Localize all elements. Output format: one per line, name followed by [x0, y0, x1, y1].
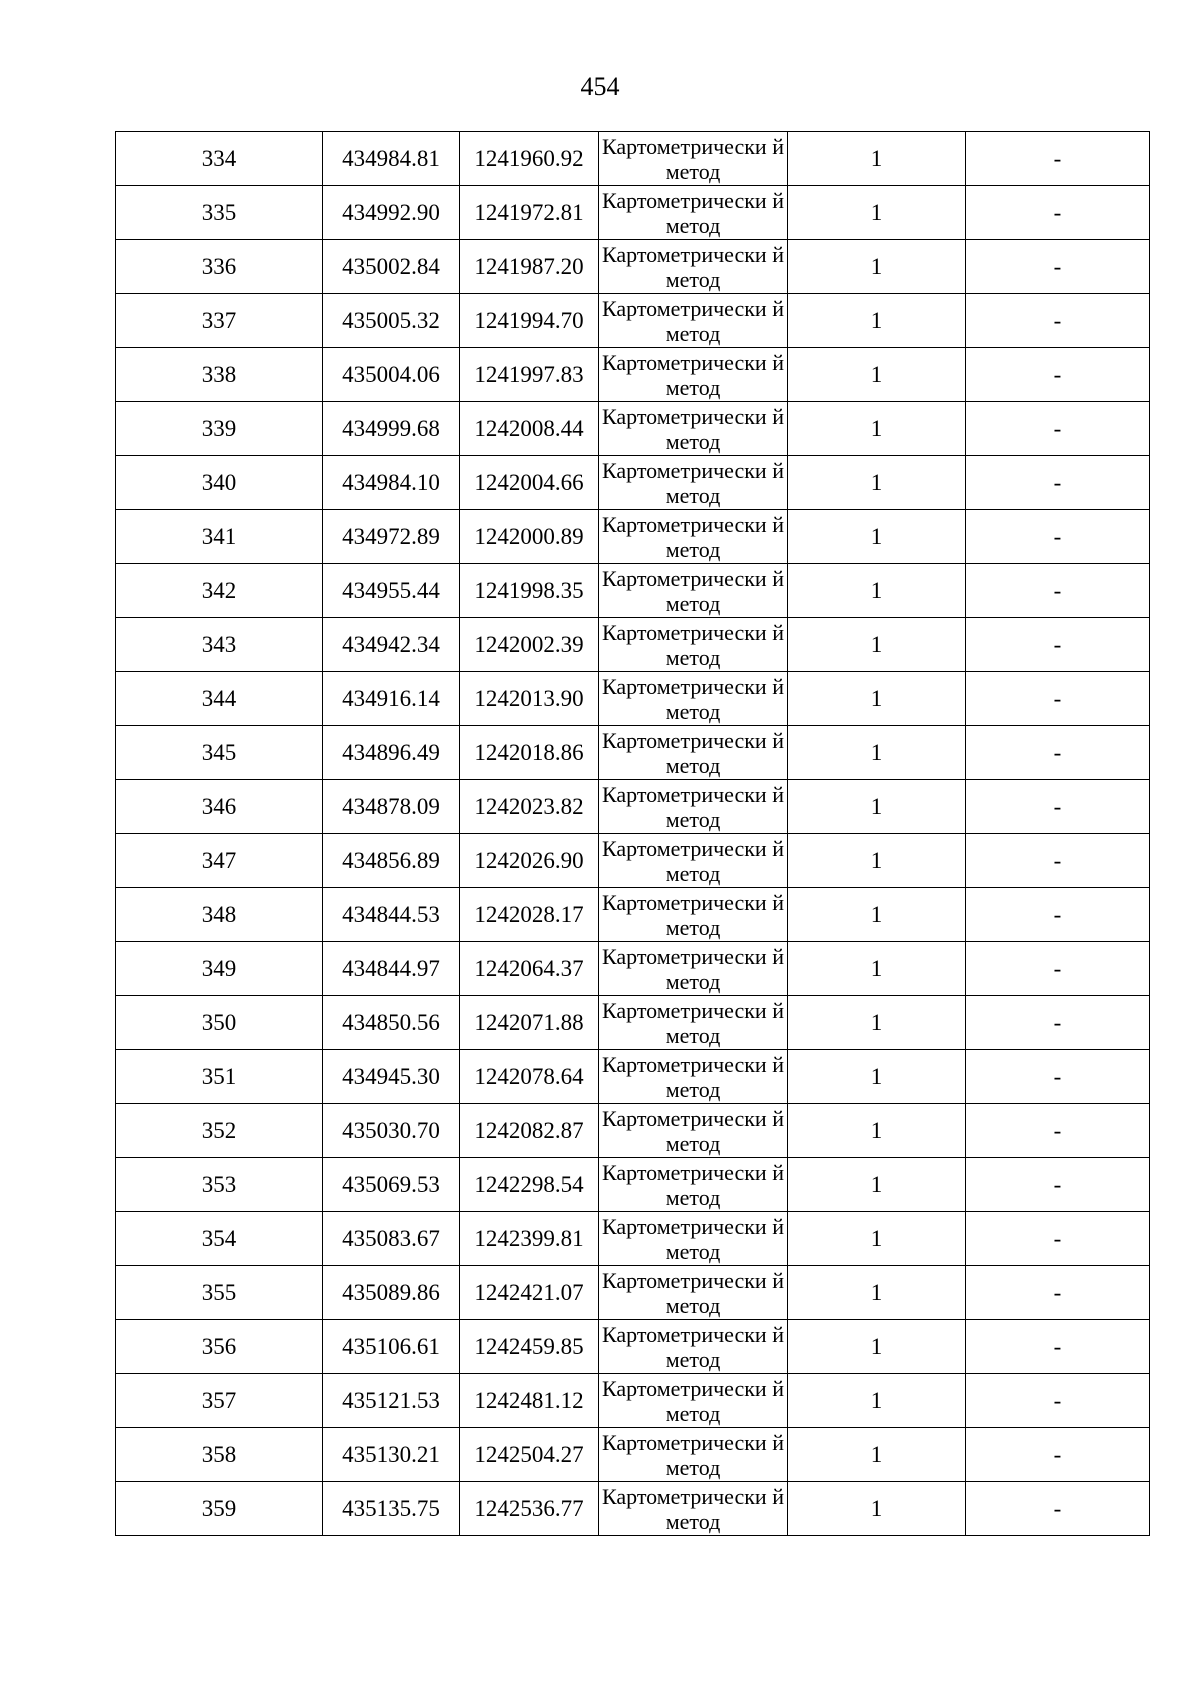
method-cell: Картометрически й метод [599, 618, 788, 672]
point-number-cell: 334 [116, 132, 323, 186]
point-number-cell: 345 [116, 726, 323, 780]
method-cell: Картометрически й метод [599, 186, 788, 240]
x-coordinate-cell: 435030.70 [323, 1104, 460, 1158]
point-number-cell: 342 [116, 564, 323, 618]
point-number-cell: 349 [116, 942, 323, 996]
y-coordinate-cell: 1242064.37 [460, 942, 599, 996]
method-cell: Картометрически й метод [599, 996, 788, 1050]
point-number-cell: 359 [116, 1482, 323, 1536]
note-cell: - [966, 780, 1150, 834]
method-cell: Картометрически й метод [599, 1266, 788, 1320]
accuracy-cell: 1 [788, 1050, 966, 1104]
note-cell: - [966, 888, 1150, 942]
y-coordinate-cell: 1242078.64 [460, 1050, 599, 1104]
x-coordinate-cell: 434916.14 [323, 672, 460, 726]
accuracy-cell: 1 [788, 402, 966, 456]
table-row [116, 132, 1150, 186]
x-coordinate-cell: 435069.53 [323, 1158, 460, 1212]
note-cell: - [966, 1320, 1150, 1374]
note-cell: - [966, 186, 1150, 240]
y-coordinate-cell: 1241987.20 [460, 240, 599, 294]
note-cell: - [966, 240, 1150, 294]
method-cell: Картометрически й метод [599, 1320, 788, 1374]
table-row [116, 834, 1150, 888]
table-row [116, 186, 1150, 240]
accuracy-cell: 1 [788, 1266, 966, 1320]
accuracy-cell: 1 [788, 1374, 966, 1428]
x-coordinate-cell: 435135.75 [323, 1482, 460, 1536]
note-cell: - [966, 996, 1150, 1050]
table-row [116, 456, 1150, 510]
point-number-cell: 335 [116, 186, 323, 240]
note-cell: - [966, 1374, 1150, 1428]
method-cell: Картометрически й метод [599, 402, 788, 456]
table-row [116, 348, 1150, 402]
note-cell: - [966, 1050, 1150, 1104]
method-cell: Картометрически й метод [599, 942, 788, 996]
y-coordinate-cell: 1241972.81 [460, 186, 599, 240]
note-cell: - [966, 510, 1150, 564]
table-row [116, 1428, 1150, 1482]
accuracy-cell: 1 [788, 294, 966, 348]
table-row [116, 1482, 1150, 1536]
y-coordinate-cell: 1241960.92 [460, 132, 599, 186]
x-coordinate-cell: 434856.89 [323, 834, 460, 888]
table-row [116, 294, 1150, 348]
y-coordinate-cell: 1242018.86 [460, 726, 599, 780]
table-row [116, 1374, 1150, 1428]
accuracy-cell: 1 [788, 1212, 966, 1266]
accuracy-cell: 1 [788, 510, 966, 564]
accuracy-cell: 1 [788, 186, 966, 240]
table-row [116, 1212, 1150, 1266]
table-row [116, 402, 1150, 456]
x-coordinate-cell: 434972.89 [323, 510, 460, 564]
point-number-cell: 344 [116, 672, 323, 726]
method-cell: Картометрически й метод [599, 1482, 788, 1536]
accuracy-cell: 1 [788, 1482, 966, 1536]
y-coordinate-cell: 1242298.54 [460, 1158, 599, 1212]
point-number-cell: 341 [116, 510, 323, 564]
point-number-cell: 346 [116, 780, 323, 834]
point-number-cell: 354 [116, 1212, 323, 1266]
accuracy-cell: 1 [788, 456, 966, 510]
point-number-cell: 348 [116, 888, 323, 942]
x-coordinate-cell: 434955.44 [323, 564, 460, 618]
point-number-cell: 352 [116, 1104, 323, 1158]
y-coordinate-cell: 1242000.89 [460, 510, 599, 564]
method-cell: Картометрически й метод [599, 1158, 788, 1212]
method-cell: Картометрически й метод [599, 726, 788, 780]
table-row [116, 240, 1150, 294]
coordinates-table-body [116, 132, 1150, 1536]
note-cell: - [966, 942, 1150, 996]
y-coordinate-cell: 1241994.70 [460, 294, 599, 348]
method-cell: Картометрически й метод [599, 456, 788, 510]
y-coordinate-cell: 1242536.77 [460, 1482, 599, 1536]
y-coordinate-cell: 1242028.17 [460, 888, 599, 942]
note-cell: - [966, 564, 1150, 618]
point-number-cell: 355 [116, 1266, 323, 1320]
x-coordinate-cell: 435083.67 [323, 1212, 460, 1266]
page-number: 454 [580, 72, 620, 101]
x-coordinate-cell: 434992.90 [323, 186, 460, 240]
accuracy-cell: 1 [788, 834, 966, 888]
accuracy-cell: 1 [788, 888, 966, 942]
point-number-cell: 358 [116, 1428, 323, 1482]
accuracy-cell: 1 [788, 1158, 966, 1212]
method-cell: Картометрически й метод [599, 294, 788, 348]
method-cell: Картометрически й метод [599, 780, 788, 834]
accuracy-cell: 1 [788, 726, 966, 780]
point-number-cell: 347 [116, 834, 323, 888]
note-cell: - [966, 1212, 1150, 1266]
method-cell: Картометрически й метод [599, 888, 788, 942]
x-coordinate-cell: 434878.09 [323, 780, 460, 834]
y-coordinate-cell: 1242082.87 [460, 1104, 599, 1158]
accuracy-cell: 1 [788, 942, 966, 996]
y-coordinate-cell: 1242004.66 [460, 456, 599, 510]
note-cell: - [966, 1158, 1150, 1212]
method-cell: Картометрически й метод [599, 834, 788, 888]
accuracy-cell: 1 [788, 672, 966, 726]
y-coordinate-cell: 1242023.82 [460, 780, 599, 834]
method-cell: Картометрически й метод [599, 1212, 788, 1266]
table-row [116, 942, 1150, 996]
note-cell: - [966, 456, 1150, 510]
note-cell: - [966, 672, 1150, 726]
x-coordinate-cell: 434984.81 [323, 132, 460, 186]
y-coordinate-cell: 1242008.44 [460, 402, 599, 456]
coordinates-table [115, 131, 1150, 1536]
method-cell: Картометрически й метод [599, 672, 788, 726]
x-coordinate-cell: 434844.97 [323, 942, 460, 996]
accuracy-cell: 1 [788, 780, 966, 834]
accuracy-cell: 1 [788, 240, 966, 294]
x-coordinate-cell: 435106.61 [323, 1320, 460, 1374]
y-coordinate-cell: 1242026.90 [460, 834, 599, 888]
accuracy-cell: 1 [788, 1428, 966, 1482]
note-cell: - [966, 348, 1150, 402]
method-cell: Картометрически й метод [599, 1374, 788, 1428]
point-number-cell: 356 [116, 1320, 323, 1374]
y-coordinate-cell: 1242421.07 [460, 1266, 599, 1320]
note-cell: - [966, 294, 1150, 348]
y-coordinate-cell: 1242481.12 [460, 1374, 599, 1428]
x-coordinate-cell: 434942.34 [323, 618, 460, 672]
point-number-cell: 340 [116, 456, 323, 510]
x-coordinate-cell: 434999.68 [323, 402, 460, 456]
method-cell: Картометрически й метод [599, 510, 788, 564]
note-cell: - [966, 402, 1150, 456]
note-cell: - [966, 726, 1150, 780]
table-row [116, 996, 1150, 1050]
note-cell: - [966, 1482, 1150, 1536]
y-coordinate-cell: 1242071.88 [460, 996, 599, 1050]
accuracy-cell: 1 [788, 348, 966, 402]
y-coordinate-cell: 1242013.90 [460, 672, 599, 726]
x-coordinate-cell: 434850.56 [323, 996, 460, 1050]
point-number-cell: 343 [116, 618, 323, 672]
table-row [116, 1158, 1150, 1212]
method-cell: Картометрически й метод [599, 564, 788, 618]
note-cell: - [966, 1104, 1150, 1158]
table-row [116, 510, 1150, 564]
y-coordinate-cell: 1242504.27 [460, 1428, 599, 1482]
table-row [116, 672, 1150, 726]
table-row [116, 726, 1150, 780]
note-cell: - [966, 1266, 1150, 1320]
table-row [116, 888, 1150, 942]
y-coordinate-cell: 1242399.81 [460, 1212, 599, 1266]
point-number-cell: 337 [116, 294, 323, 348]
x-coordinate-cell: 434896.49 [323, 726, 460, 780]
method-cell: Картометрически й метод [599, 348, 788, 402]
table-row [116, 1050, 1150, 1104]
accuracy-cell: 1 [788, 132, 966, 186]
accuracy-cell: 1 [788, 1104, 966, 1158]
x-coordinate-cell: 435130.21 [323, 1428, 460, 1482]
method-cell: Картометрически й метод [599, 1104, 788, 1158]
table-row [116, 618, 1150, 672]
note-cell: - [966, 834, 1150, 888]
x-coordinate-cell: 434945.30 [323, 1050, 460, 1104]
note-cell: - [966, 1428, 1150, 1482]
y-coordinate-cell: 1242459.85 [460, 1320, 599, 1374]
point-number-cell: 336 [116, 240, 323, 294]
point-number-cell: 353 [116, 1158, 323, 1212]
method-cell: Картометрически й метод [599, 1050, 788, 1104]
point-number-cell: 338 [116, 348, 323, 402]
point-number-cell: 351 [116, 1050, 323, 1104]
accuracy-cell: 1 [788, 618, 966, 672]
point-number-cell: 357 [116, 1374, 323, 1428]
note-cell: - [966, 132, 1150, 186]
x-coordinate-cell: 435089.86 [323, 1266, 460, 1320]
table-row [116, 1104, 1150, 1158]
method-cell: Картометрически й метод [599, 1428, 788, 1482]
x-coordinate-cell: 434984.10 [323, 456, 460, 510]
note-cell: - [966, 618, 1150, 672]
x-coordinate-cell: 435005.32 [323, 294, 460, 348]
x-coordinate-cell: 435121.53 [323, 1374, 460, 1428]
table-row [116, 1320, 1150, 1374]
x-coordinate-cell: 435004.06 [323, 348, 460, 402]
x-coordinate-cell: 434844.53 [323, 888, 460, 942]
x-coordinate-cell: 435002.84 [323, 240, 460, 294]
point-number-cell: 339 [116, 402, 323, 456]
method-cell: Картометрически й метод [599, 132, 788, 186]
method-cell: Картометрически й метод [599, 240, 788, 294]
y-coordinate-cell: 1241997.83 [460, 348, 599, 402]
accuracy-cell: 1 [788, 1320, 966, 1374]
y-coordinate-cell: 1242002.39 [460, 618, 599, 672]
accuracy-cell: 1 [788, 564, 966, 618]
y-coordinate-cell: 1241998.35 [460, 564, 599, 618]
table-row [116, 564, 1150, 618]
table-row [116, 780, 1150, 834]
accuracy-cell: 1 [788, 996, 966, 1050]
table-row [116, 1266, 1150, 1320]
point-number-cell: 350 [116, 996, 323, 1050]
